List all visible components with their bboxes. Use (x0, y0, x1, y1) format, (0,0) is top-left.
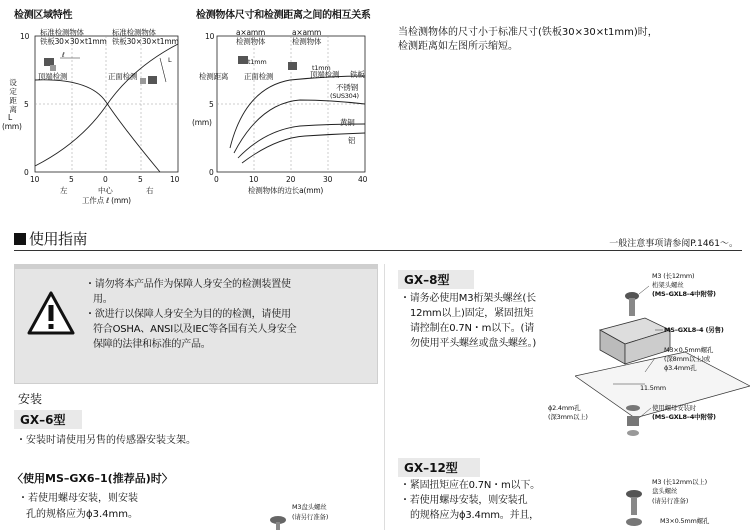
gx8-title: GX–8型 (398, 270, 474, 289)
size-note (398, 26, 658, 54)
warning-top-strip (15, 265, 377, 269)
install-heading: 安装 (18, 392, 43, 406)
section-title: 使用指南 (29, 230, 88, 248)
chart2-series-stainless-sub: (SUS304) (330, 92, 359, 100)
gx12-hole-label: M3×0.5mm螺孔 (660, 517, 710, 525)
gx6-subheading: 〈使用MS–GX6–1(推荐品)时〉 (12, 472, 173, 485)
chart2-series-iron: 铁板 (350, 70, 365, 79)
gx8-pin-label: (深3mm以上) (548, 413, 588, 421)
chart2-mode-front: 正面检测 (244, 72, 274, 81)
chart1-x-center: 中心 (98, 186, 113, 195)
chart1-x-label: 工作点 ℓ (mm) (82, 196, 131, 205)
chart2-series-al: 铝 (348, 136, 356, 145)
chart2-y-label: 检测距离 (199, 72, 229, 81)
chart2-y-unit: (mm) (192, 118, 212, 127)
gx8-line: 12mm以上)固定，紧固扭矩 (410, 308, 534, 319)
chart1-y-tick: 5 (24, 100, 29, 109)
chart1-x-right: 右 (146, 186, 154, 195)
chart2-x-tick: 20 (286, 175, 296, 184)
gx12-screw-label: (请另行准备) (652, 497, 689, 505)
gx12-screw-label: 盘头螺丝 (652, 487, 678, 495)
chart1-y-axis-title: 设定距离 (9, 78, 17, 114)
chart2-y-tick: 0 (209, 168, 214, 177)
gx8-nut-label: 使用螺母安装时 (652, 404, 697, 412)
chart1-x-tick: 10 (170, 175, 180, 184)
gx8-hole-label: ϕ3.4mm孔 (664, 364, 697, 372)
gx12-line: ・若使用螺母安装，则安装孔 (400, 495, 528, 506)
chart1-ell-symbol: ℓ (62, 51, 65, 59)
warning-line: 保障的法律和标准的产品。 (93, 339, 211, 350)
chart1-x-tick: 10 (30, 175, 40, 184)
chart1-x-tick: 5 (138, 175, 143, 184)
gx12-line: 的规格应为ϕ3.4mm。并且， (410, 510, 539, 521)
gx8-line: 请控制在0.7N・m以下。(请 (410, 323, 535, 334)
chart2-y-tick: 10 (205, 32, 215, 41)
section-header (14, 228, 742, 251)
chart2-y-tick: 5 (209, 100, 214, 109)
chart1-y-tick: 0 (24, 168, 29, 177)
gx12-screw-icon (620, 488, 648, 530)
gx6-bullet-2: 孔的规格应为ϕ3.4mm。 (26, 509, 138, 520)
gx6-title: GX–6型 (14, 410, 82, 429)
gx6-bullet-1: ・若使用螺母安装，则安装 (18, 493, 138, 504)
gx8-bracket-label: MS–GXL8–4 (另售) (664, 326, 724, 334)
chart2-x-tick: 0 (214, 175, 219, 184)
section-square-icon (14, 233, 26, 245)
chart2-annot-a2: a×amm (292, 28, 322, 37)
chart1-std-size-right: 铁板30×30×t1mm (112, 37, 179, 46)
size-note-line1: 当检测物体的尺寸小于标准尺寸(铁板30×30×t1mm)时， (398, 27, 658, 38)
chart2-annot-t2: t1mm (312, 64, 331, 72)
chart1-y-tick: 10 (20, 32, 30, 41)
chart1-x-left: 左 (60, 186, 68, 195)
warning-line: ・请勿将本产品作为保障人身安全的检测装置使 (85, 279, 291, 290)
chart2-x-label: 检测物体的边长a(mm) (248, 186, 324, 195)
warning-triangle-icon (27, 291, 75, 335)
column-divider (384, 264, 385, 530)
chart1-x-tick: 5 (69, 175, 74, 184)
gx12-screw-label: M3 (长12mm以上) (652, 478, 707, 486)
gx8-pin-label: ϕ2.4mm孔 (548, 404, 581, 412)
safety-warning-box (14, 264, 378, 384)
size-note-line2: 检测距离如左图所示缩短。 (398, 41, 518, 52)
warning-line: 符合OSHA、ANSI以及IEC等各国有关人身安全 (93, 324, 297, 335)
chart2-annot-a1: a×amm (236, 28, 266, 37)
chart1-std-size-left: 铁板30×30×t1mm (40, 37, 107, 46)
chart1-std-label-right: 标准检测物体 (112, 28, 156, 37)
chart1-L-symbol: L (168, 56, 172, 64)
warning-text (85, 277, 375, 352)
chart1-std-label-left: 标准检测物体 (40, 28, 84, 37)
chart2-series-brass: 黄铜 (340, 118, 355, 127)
chart2-title: 检测物体尺寸和检测距离之间的相互关系 (196, 10, 371, 21)
chart2-x-tick: 10 (249, 175, 259, 184)
chart1-title: 检测区域特性 (14, 10, 73, 21)
gx8-hole-label: (深8mm以上)或 (664, 355, 711, 363)
chart2-x-tick: 40 (358, 175, 368, 184)
chart1-mode-left: 顶端检测 (38, 72, 68, 81)
gx8-screw-label: M3 (长12mm) (652, 272, 695, 280)
chart1-diagram (0, 18, 190, 208)
gx8-screw-label: (MS–GXL8–4中附带) (652, 290, 716, 298)
gx12-text (400, 478, 590, 523)
gx8-text (400, 291, 580, 351)
section-reference-link[interactable]: 一般注意事项请参阅P.1461～。 (609, 239, 738, 249)
chart1-y-unit: (mm) (2, 122, 22, 131)
screw-icon (268, 514, 288, 530)
gx6-text: ・安装时请使用另售的传感器安装支架。 (16, 435, 196, 446)
gx8-line: 勿使用平头螺丝或盘头螺丝。) (410, 338, 537, 349)
gx8-screw-label: 桁架头螺丝 (652, 281, 684, 289)
chart2-x-tick: 30 (323, 175, 333, 184)
gx6-screw-label: M3盘头螺丝 (292, 503, 327, 511)
chart1-y-symbol: L (8, 113, 12, 122)
gx8-nut-label: (MS–GXL8–4中附带) (652, 413, 716, 421)
chart1-x-tick: 0 (103, 175, 108, 184)
gx8-line: ・请务必使用M3桁架头螺丝(长 (400, 293, 536, 304)
gx12-line: ・紧固扭矩应在0.7N・m以下。 (400, 480, 540, 491)
gx6-screw-sub: (请另行准备) (292, 513, 329, 521)
chart2-annot-det2: 检测物体 (292, 37, 322, 46)
gx8-hole-label: M3×0.5mm螺孔 (664, 346, 714, 354)
gx8-dimension: 11.5mm (640, 384, 666, 392)
warning-line: 用。 (93, 294, 113, 305)
chart2-annot-det1: 检测物体 (236, 37, 266, 46)
warning-line: ・欲进行以保障人身安全为目的的检测，请使用 (85, 309, 291, 320)
chart2-series-stainless: 不锈钢 (336, 83, 358, 92)
gx12-title: GX–12型 (398, 458, 480, 477)
chart1-mode-right: 正面检测 (108, 72, 138, 81)
chart2-mode-top: 顶端检测 (310, 70, 340, 79)
chart2-annot-t1: t1mm (248, 58, 267, 66)
